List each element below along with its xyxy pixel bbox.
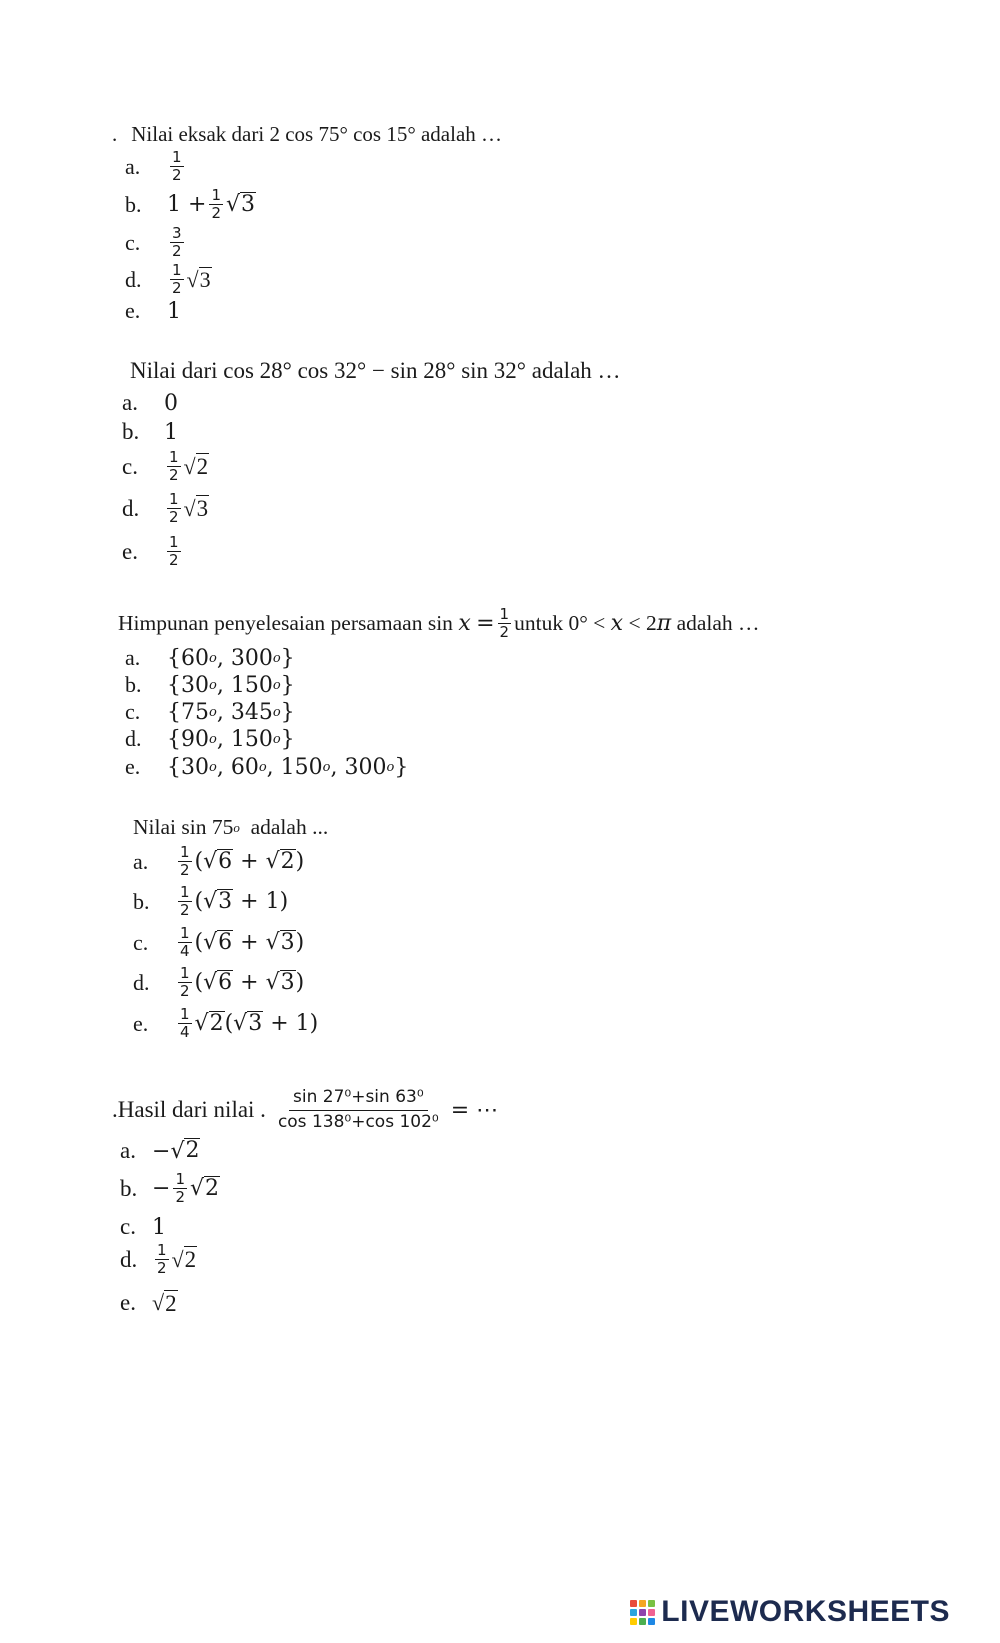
q2-option-c[interactable]: c. $\frac{1}{2}$ √ 2 [122,448,209,484]
set-expression: { 60 o , 300 o } [167,645,295,671]
fraction: $\frac{1}{2}$ [172,261,182,297]
question-4 [133,815,328,840]
set-expression: { 75 o , 345 o } [167,699,295,725]
fraction: $\frac{1}{2}$ [172,148,182,184]
fraction: $\frac{1}{2}$ [211,186,221,222]
fraction: $\frac{1}{2}$ [175,1170,185,1206]
q2-option-a[interactable]: a. 0 [122,390,178,416]
q1-option-d[interactable]: d. $\frac{1}{2}$ √ 3 [125,261,211,297]
fraction: $\frac{1}{2}$ [180,883,190,919]
logo-square [648,1600,655,1607]
q1-option-b[interactable]: b. 1 + $\frac{1}{2}$ √ 3 [125,186,256,222]
logo-square [639,1600,646,1607]
q4-option-e[interactable]: e. $\frac{1}{4}$ √ 2 ( √ 3 + 1 ) [133,1005,319,1041]
question-1 [112,122,502,147]
fraction: $\frac{1}{4}$ [180,924,190,960]
square-root: √ 2 [265,848,295,875]
logo-square [648,1609,655,1616]
square-root: √ 3 [183,495,209,522]
fraction: $\frac{3}{2}$ [172,224,182,260]
logo-square [630,1600,637,1607]
q4-option-a[interactable]: a. $\frac{1}{2}$ ( √ 6 + √ 2 ) [133,843,305,879]
question-5 [112,1088,498,1132]
q2-option-b[interactable]: b. 1 [122,419,178,445]
q5-option-c[interactable]: c. 1 [120,1214,166,1240]
question-4-stem: Nilai sin 75 o adalah ... [133,815,329,839]
fraction: $\frac{1}{2}$ [499,605,510,641]
logo-square [639,1618,646,1625]
question-3 [118,607,760,640]
set-expression: { 90 o , 150 o } [167,726,295,752]
fraction: $\frac{1}{2}$ [169,533,179,569]
square-root: √ 2 [194,1010,224,1037]
question-1-stem: . Nilai eksak dari 2 cos 75° cos 15° adalah … [112,122,503,146]
logo-mark-icon [630,1600,655,1625]
fraction: $\frac{1}{4}$ [180,1005,190,1041]
q2-option-d[interactable]: d. $\frac{1}{2}$ √ 3 [122,490,209,526]
q2-option-e[interactable]: e. $\frac{1}{2}$ [122,533,179,569]
square-root: √ 3 [225,191,256,218]
square-root: √ 3 [265,929,295,956]
square-root: √ 2 [152,1290,177,1316]
q5-option-b[interactable]: b. − $\frac{1}{2}$ √ 2 [120,1170,220,1206]
square-root: √ 2 [189,1175,220,1202]
q1-option-e[interactable]: e. 1 [125,298,181,324]
fraction: $\frac{1}{2}$ [169,490,179,526]
question-2 [130,358,621,384]
q3-option-b[interactable]: b. { 30 o , 150 o } [125,672,295,698]
q3-option-c[interactable]: c. { 75 o , 345 o } [125,699,295,725]
square-root: √ 2 [183,453,209,480]
logo-square [630,1609,637,1616]
fraction: $\frac{1}{2}$ [157,1241,167,1277]
fraction: $\frac{1}{2}$ [180,964,190,1000]
q3-option-d[interactable]: d. { 90 o , 150 o } [125,726,295,752]
logo-square [648,1618,655,1625]
q5-option-e[interactable]: e. √ 2 [120,1290,177,1316]
set-expression: { 30 o , 150 o } [167,672,295,698]
question-1-text: Nilai eksak dari 2 cos 75° cos 15° adalah … [131,122,503,146]
square-root: √ 3 [265,969,295,996]
q4-option-b[interactable]: b. $\frac{1}{2}$ ( √ 3 + 1 ) [133,883,289,919]
logo-text: LIVEWORKSHEETS [661,1595,950,1628]
q3-option-a[interactable]: a. { 60 o , 300 o } [125,645,295,671]
q1-option-a[interactable]: a. $\frac{1}{2}$ [125,148,182,184]
logo-square [630,1618,637,1625]
square-root: √ 3 [233,1010,263,1037]
square-root: √ 2 [170,1138,200,1164]
question-3-stem: Himpunan penyelesaian persamaan sin x = $\frac{1}{2}$ untuk 0° < x < 2 π adalah … [118,605,760,641]
set-expression: { 30 o , 60 o , 150 o , 300 o } [167,754,409,780]
square-root: √ 6 [203,929,233,956]
square-root: √ 6 [203,969,233,996]
question-5-stem: .Hasil dari nilai . $\frac{\text{sin 27⁰+sin 63⁰}}{\text{cos 138⁰+cos 102⁰}}$ = ⋯ [112,1087,499,1132]
q3-option-e[interactable]: e. { 30 o , 60 o , 150 o , 300 o } [125,754,409,780]
fraction: $\frac{1}{2}$ [180,843,190,879]
q1-option-c[interactable]: c. $\frac{3}{2}$ [125,224,182,260]
fraction: $\frac{1}{2}$ [169,448,179,484]
q5-option-d[interactable]: d. $\frac{1}{2}$ √ 2 [120,1241,197,1277]
liveworksheets-logo [630,1595,950,1629]
fraction: $\frac{\text{sin 27⁰+sin 63⁰}}{\text{cos 138⁰+cos 102⁰}}$ [277,1087,439,1132]
square-root: √ 3 [203,888,233,915]
q4-option-c[interactable]: c. $\frac{1}{4}$ ( √ 6 + √ 3 ) [133,924,305,960]
square-root: √ 2 [171,1246,197,1273]
logo-square [639,1609,646,1616]
question-2-stem: Nilai dari cos 28° cos 32° − sin 28° sin 32° adalah … [130,358,621,383]
q4-option-d[interactable]: d. $\frac{1}{2}$ ( √ 6 + √ 3 ) [133,964,305,1000]
square-root: √ 6 [203,848,233,875]
q5-option-a[interactable]: a. − √ 2 [120,1138,200,1164]
square-root: √ 3 [186,266,211,293]
